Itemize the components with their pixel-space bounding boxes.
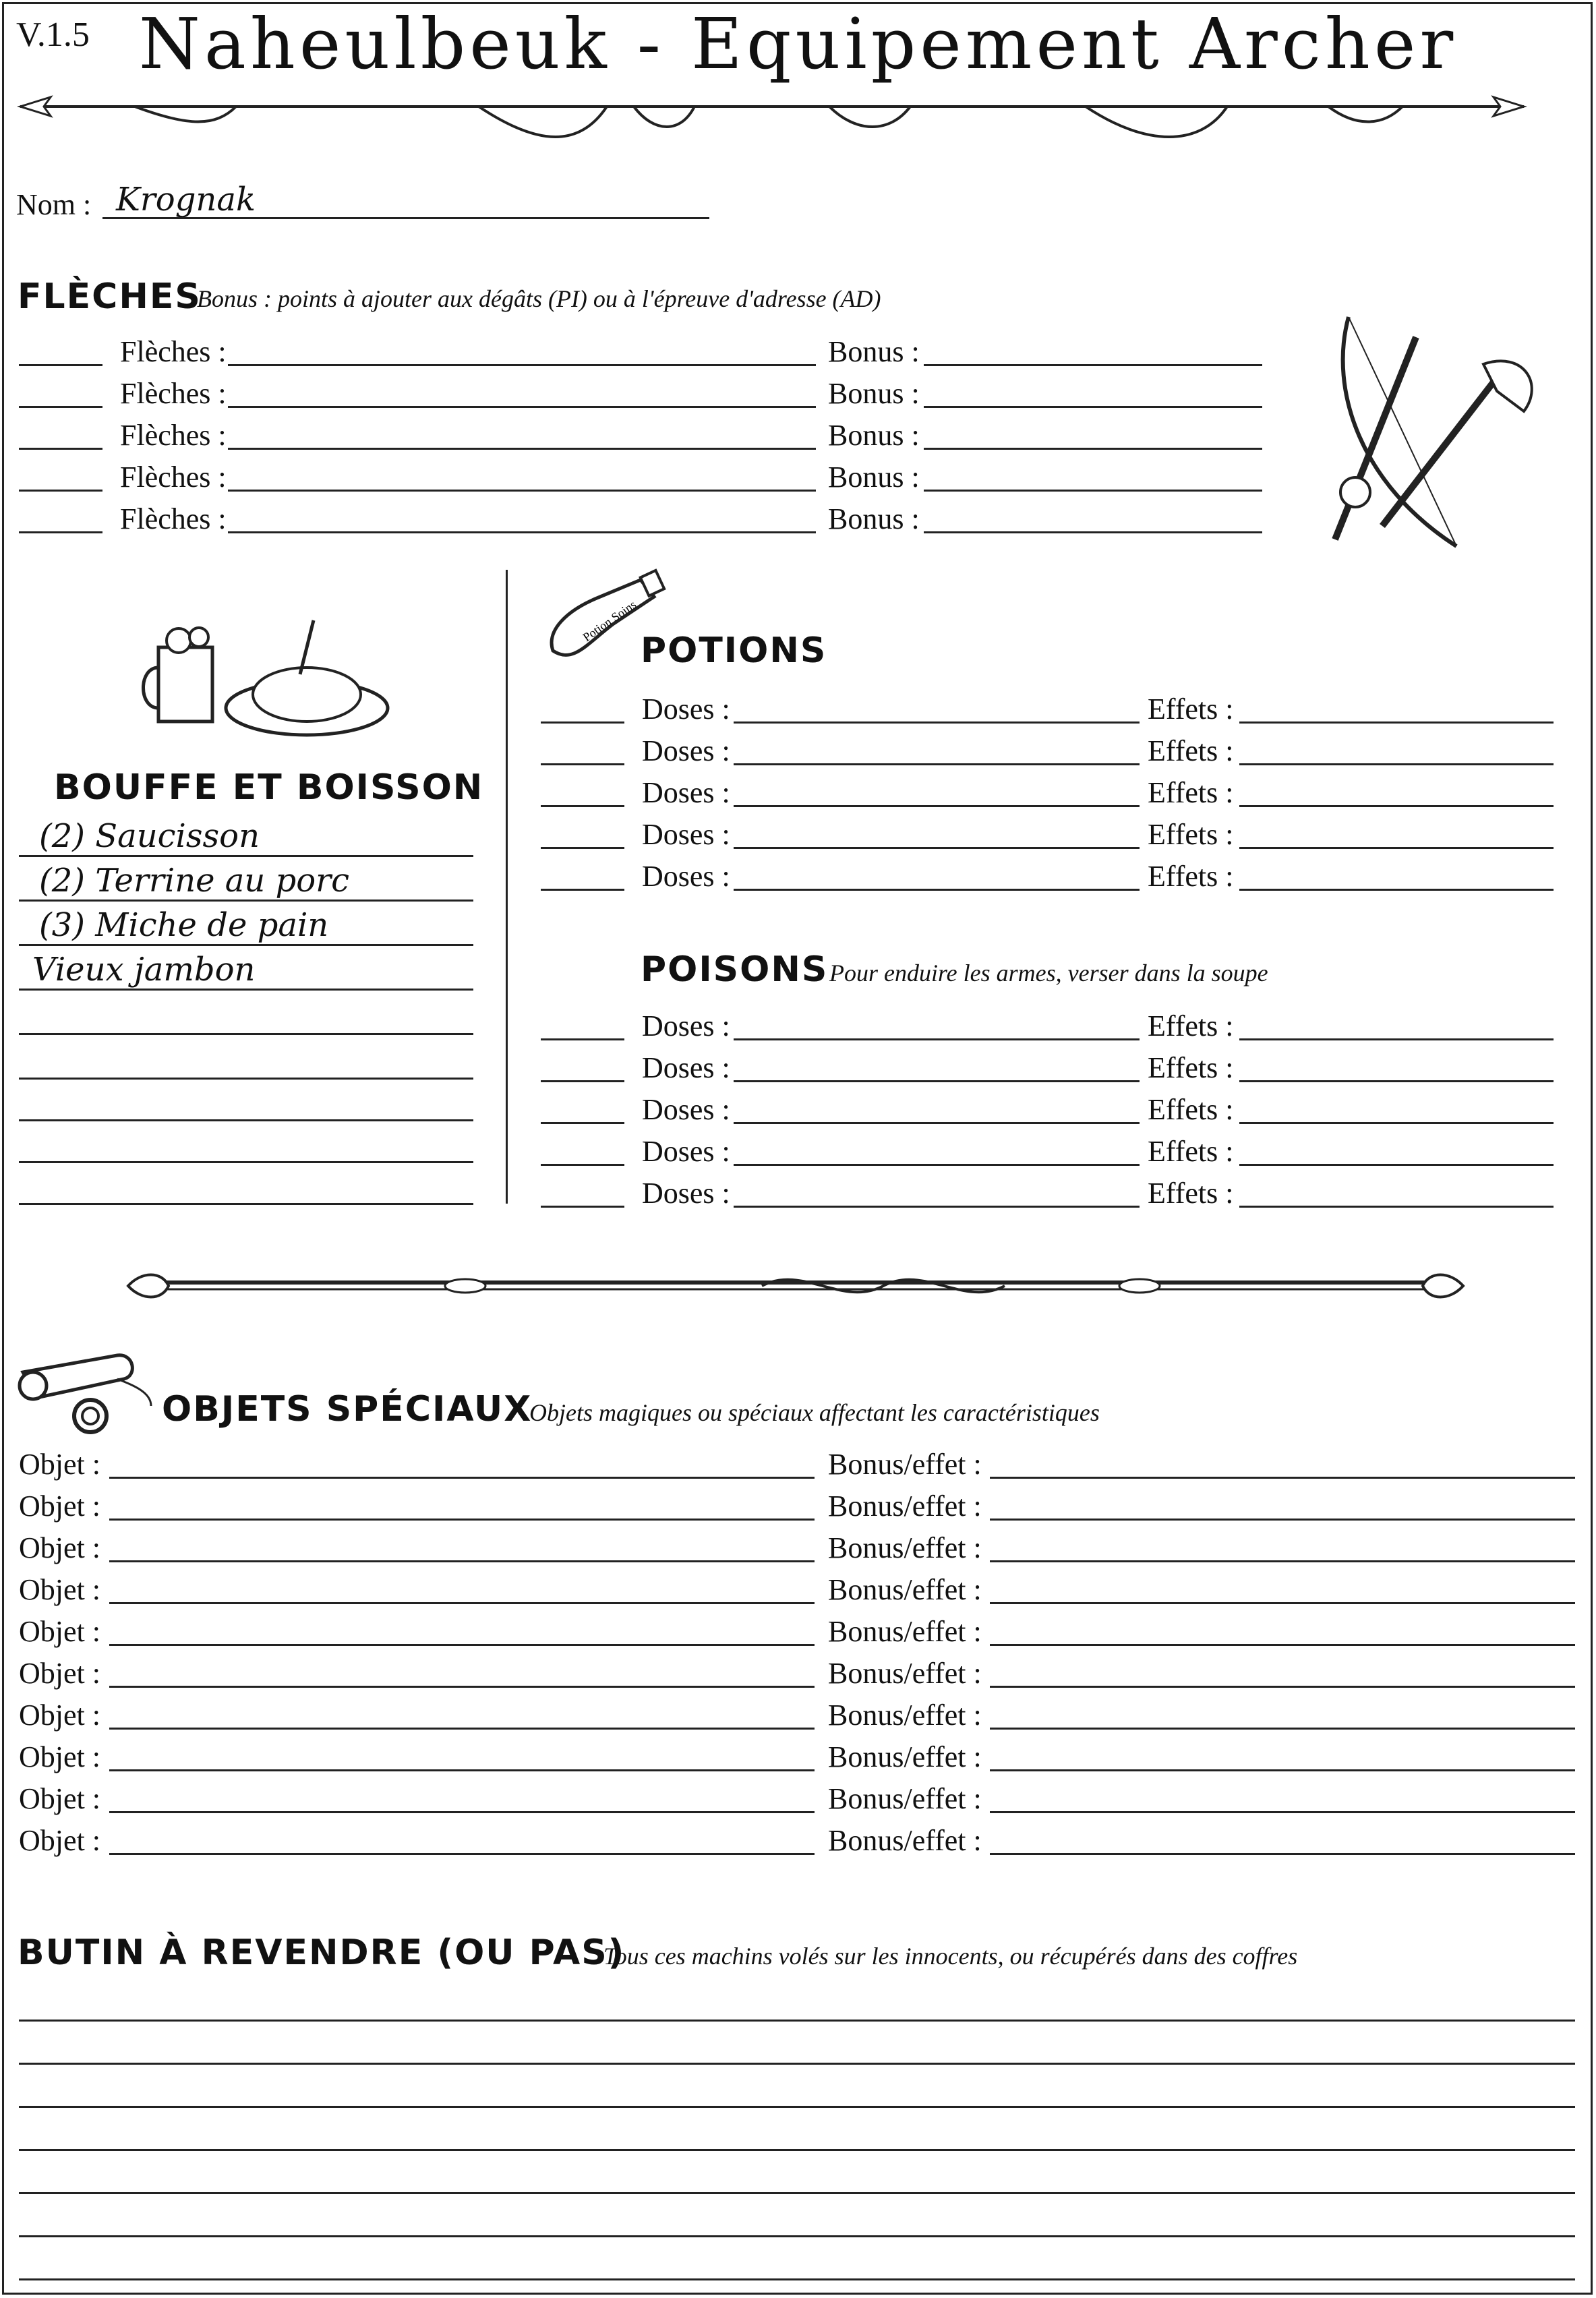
objet-line[interactable] — [109, 1728, 815, 1730]
bouffe-line[interactable] — [19, 1119, 473, 1121]
fleches-bonus-line[interactable] — [924, 364, 1262, 366]
butin-subtitle: Tous ces machins volés sur les innocents, ou récupérés dans des coffres — [603, 1943, 1298, 1970]
fleches-name-line[interactable] — [228, 448, 816, 450]
bouffe-line[interactable] — [19, 1203, 473, 1205]
bouffe-line[interactable] — [19, 1078, 473, 1080]
fleches-title: FLÈCHES — [18, 276, 202, 317]
poisons-doses-label: Doses : — [642, 1135, 730, 1168]
potions-doses-line[interactable] — [734, 805, 1140, 807]
potions-effets-line[interactable] — [1239, 889, 1554, 891]
objet-line[interactable] — [109, 1853, 815, 1855]
poisons-doses-line[interactable] — [734, 1038, 1140, 1040]
potions-effets-label: Effets : — [1148, 734, 1234, 767]
objet-bonus-label: Bonus/effet : — [828, 1531, 982, 1564]
bouffe-item[interactable]: (2) Terrine au porc — [39, 862, 350, 900]
fleches-name-line[interactable] — [228, 406, 816, 408]
bouffe-item[interactable]: Vieux jambon — [32, 951, 256, 989]
potion-bottle-label: Potion Soins — [580, 597, 639, 645]
objet-label: Objet : — [19, 1782, 100, 1815]
objet-bonus-label: Bonus/effet : — [828, 1782, 982, 1815]
objet-line[interactable] — [109, 1519, 815, 1521]
objet-label: Objet : — [19, 1490, 100, 1523]
butin-title: BUTIN À REVENDRE (OU PAS) — [18, 1933, 626, 1973]
objet-line[interactable] — [109, 1686, 815, 1688]
objet-label: Objet : — [19, 1573, 100, 1606]
bouffe-line[interactable] — [19, 1161, 473, 1163]
fleches-bonus-label: Bonus : — [828, 335, 920, 368]
objet-line[interactable] — [109, 1602, 815, 1604]
bouffe-item[interactable]: (2) Saucisson — [39, 817, 260, 855]
potions-count-line[interactable] — [541, 889, 624, 891]
objet-line[interactable] — [109, 1644, 815, 1646]
fleches-bonus-line[interactable] — [924, 448, 1262, 450]
objet-bonus-line[interactable] — [990, 1769, 1575, 1771]
poisons-effets-label: Effets : — [1148, 1051, 1234, 1084]
crossed-sword-axe-bow-icon — [1322, 310, 1564, 553]
objet-bonus-label: Bonus/effet : — [828, 1573, 982, 1606]
name-label: Nom : — [16, 188, 92, 221]
butin-line[interactable] — [19, 2149, 1575, 2151]
fleches-row-label: Flèches : — [120, 461, 227, 494]
fleches-name-line[interactable] — [228, 531, 816, 533]
poisons-effets-line[interactable] — [1239, 1080, 1554, 1082]
objets-title: OBJETS SPÉCIAUX — [162, 1389, 533, 1430]
bouffe-line[interactable] — [19, 1033, 473, 1035]
bouffe-line[interactable] — [19, 989, 473, 991]
poisons-count-line[interactable] — [541, 1206, 624, 1208]
potions-effets-line[interactable] — [1239, 721, 1554, 724]
fleches-bonus-label: Bonus : — [828, 461, 920, 494]
poisons-doses-label: Doses : — [642, 1009, 730, 1042]
potions-effets-label: Effets : — [1148, 693, 1234, 726]
poisons-title: POISONS — [641, 949, 829, 990]
butin-line[interactable] — [19, 2106, 1575, 2108]
objet-label: Objet : — [19, 1448, 100, 1481]
potions-effets-line[interactable] — [1239, 847, 1554, 849]
fleches-count-line[interactable] — [19, 406, 102, 408]
objet-label: Objet : — [19, 1699, 100, 1732]
objet-bonus-line[interactable] — [990, 1811, 1575, 1813]
fleches-row-label: Flèches : — [120, 377, 227, 410]
bouffe-line[interactable] — [19, 944, 473, 946]
poisons-effets-line[interactable] — [1239, 1038, 1554, 1040]
name-value[interactable]: Krognak — [116, 181, 256, 218]
objet-bonus-label: Bonus/effet : — [828, 1657, 982, 1690]
objets-subtitle: Objets magiques ou spéciaux affectant les caractéristiques — [529, 1399, 1100, 1426]
poisons-effets-label: Effets : — [1148, 1093, 1234, 1126]
fleches-bonus-line[interactable] — [924, 490, 1262, 492]
objet-bonus-line[interactable] — [990, 1519, 1575, 1521]
potions-count-line[interactable] — [541, 721, 624, 724]
potions-count-line[interactable] — [541, 763, 624, 765]
fleches-name-line[interactable] — [228, 490, 816, 492]
poisons-count-line[interactable] — [541, 1080, 624, 1082]
page-title: Naheulbeuk - Equipement Archer — [138, 3, 1458, 85]
potions-doses-label: Doses : — [642, 776, 730, 809]
objet-bonus-line[interactable] — [990, 1728, 1575, 1730]
poisons-count-line[interactable] — [541, 1122, 624, 1124]
fleches-name-line[interactable] — [228, 364, 816, 366]
fleches-bonus-line[interactable] — [924, 406, 1262, 408]
fleches-subtitle: Bonus : points à ajouter aux dégâts (PI) ou à l'épreuve d'adresse (AD) — [197, 285, 881, 312]
objet-label: Objet : — [19, 1740, 100, 1773]
bouffe-line[interactable] — [19, 855, 473, 857]
fleches-count-line[interactable] — [19, 531, 102, 533]
potions-effets-label: Effets : — [1148, 860, 1234, 893]
objet-bonus-label: Bonus/effet : — [828, 1824, 982, 1857]
scroll-and-ring-icon — [16, 1345, 158, 1440]
poisons-doses-label: Doses : — [642, 1177, 730, 1210]
poisons-effets-line[interactable] — [1239, 1206, 1554, 1208]
butin-line[interactable] — [19, 2235, 1575, 2237]
butin-line[interactable] — [19, 2020, 1575, 2022]
poisons-effets-label: Effets : — [1148, 1177, 1234, 1210]
objet-bonus-line[interactable] — [990, 1686, 1575, 1688]
potions-doses-line[interactable] — [734, 889, 1140, 891]
potions-doses-line[interactable] — [734, 763, 1140, 765]
potions-title: POTIONS — [641, 630, 827, 671]
column-divider — [506, 570, 508, 1204]
poisons-effets-label: Effets : — [1148, 1135, 1234, 1168]
potions-effets-line[interactable] — [1239, 805, 1554, 807]
poisons-doses-line[interactable] — [734, 1080, 1140, 1082]
objet-bonus-label: Bonus/effet : — [828, 1740, 982, 1773]
potions-doses-line[interactable] — [734, 721, 1140, 724]
objet-bonus-line[interactable] — [990, 1853, 1575, 1855]
poisons-doses-line[interactable] — [734, 1164, 1140, 1166]
poisons-doses-label: Doses : — [642, 1093, 730, 1126]
fleches-count-line[interactable] — [19, 364, 102, 366]
potions-doses-line[interactable] — [734, 847, 1140, 849]
potions-doses-label: Doses : — [642, 818, 730, 851]
fleches-count-line[interactable] — [19, 490, 102, 492]
objet-bonus-line[interactable] — [990, 1602, 1575, 1604]
butin-line[interactable] — [19, 2063, 1575, 2065]
version-label: V.1.5 — [16, 16, 90, 54]
fleches-row-label: Flèches : — [120, 419, 227, 452]
poisons-doses-line[interactable] — [734, 1206, 1140, 1208]
objet-bonus-label: Bonus/effet : — [828, 1615, 982, 1648]
beer-and-food-icon — [138, 607, 394, 742]
poisons-count-line[interactable] — [541, 1164, 624, 1166]
name-line — [102, 217, 709, 219]
objet-bonus-line[interactable] — [990, 1644, 1575, 1646]
objet-label: Objet : — [19, 1824, 100, 1857]
objet-label: Objet : — [19, 1531, 100, 1564]
fleches-bonus-label: Bonus : — [828, 419, 920, 452]
objet-bonus-line[interactable] — [990, 1477, 1575, 1479]
bouffe-title: BOUFFE ET BOISSON — [54, 767, 484, 808]
potions-effets-label: Effets : — [1148, 818, 1234, 851]
staff-divider-icon — [128, 1261, 1463, 1308]
objet-line[interactable] — [109, 1560, 815, 1562]
bouffe-item[interactable]: (3) Miche de pain — [39, 906, 329, 944]
poisons-effets-label: Effets : — [1148, 1009, 1234, 1042]
poisons-subtitle: Pour enduire les armes, verser dans la soupe — [829, 960, 1268, 986]
bow-arrow-divider-icon — [13, 86, 1531, 147]
potions-effets-label: Effets : — [1148, 776, 1234, 809]
bouffe-line[interactable] — [19, 900, 473, 902]
potions-doses-label: Doses : — [642, 693, 730, 726]
objet-bonus-line[interactable] — [990, 1560, 1575, 1562]
fleches-bonus-label: Bonus : — [828, 377, 920, 410]
objet-bonus-label: Bonus/effet : — [828, 1490, 982, 1523]
potions-doses-label: Doses : — [642, 734, 730, 767]
objet-label: Objet : — [19, 1615, 100, 1648]
butin-line[interactable] — [19, 2192, 1575, 2194]
fleches-bonus-line[interactable] — [924, 531, 1262, 533]
potions-effets-line[interactable] — [1239, 763, 1554, 765]
potions-count-line[interactable] — [541, 805, 624, 807]
poisons-doses-line[interactable] — [734, 1122, 1140, 1124]
objet-label: Objet : — [19, 1657, 100, 1690]
potions-doses-label: Doses : — [642, 860, 730, 893]
potions-count-line[interactable] — [541, 847, 624, 849]
fleches-row-label: Flèches : — [120, 502, 227, 535]
objet-line[interactable] — [109, 1477, 815, 1479]
poisons-doses-label: Doses : — [642, 1051, 730, 1084]
fleches-count-line[interactable] — [19, 448, 102, 450]
fleches-row-label: Flèches : — [120, 335, 227, 368]
objet-bonus-label: Bonus/effet : — [828, 1448, 982, 1481]
poisons-effets-line[interactable] — [1239, 1164, 1554, 1166]
objet-bonus-label: Bonus/effet : — [828, 1699, 982, 1732]
poisons-effets-line[interactable] — [1239, 1122, 1554, 1124]
poisons-count-line[interactable] — [541, 1038, 624, 1040]
butin-line[interactable] — [19, 2278, 1575, 2280]
objet-line[interactable] — [109, 1811, 815, 1813]
fleches-bonus-label: Bonus : — [828, 502, 920, 535]
objet-line[interactable] — [109, 1769, 815, 1771]
